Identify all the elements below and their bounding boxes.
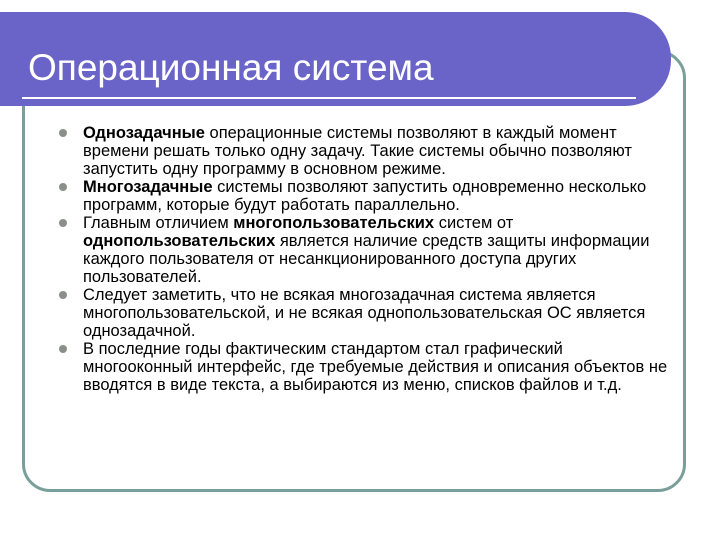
bullet-dot-icon (59, 183, 67, 191)
bullet-dot-icon (59, 291, 67, 299)
title-bar (0, 12, 671, 106)
bullet-bold-term: однопользовательских (83, 232, 276, 250)
slide-title: Операционная система (28, 47, 434, 88)
bullet-item (59, 340, 675, 394)
bullet-dot-icon (59, 129, 67, 137)
bullet-text: систем от (434, 214, 514, 232)
title-divider (22, 97, 636, 99)
bullet-dot-icon (59, 219, 67, 227)
bullet-item (59, 214, 675, 286)
bullet-text: операционные системы позволяют в каждый момент времени решать только одну задачу. Такие системы обычно позволяют запустить одну программу в основном режиме. (83, 124, 632, 178)
bullet-text: является наличие средств защиты информации каждого пользователя от несанкционированного доступа других пользователей. (83, 232, 650, 286)
bullet-bold-term: многопользовательских (233, 214, 435, 232)
bullet-item (59, 124, 675, 178)
bullet-item (59, 178, 675, 214)
bullet-bold-term: Многозадачные (83, 178, 213, 196)
bullet-item (59, 286, 675, 340)
bullet-text: В последние годы фактическим стандартом стал графический многооконный интерфейс, где требуемые действия и описания объектов не вводятся в виде текста, а выбираются из меню, списков файлов и т.д. (83, 340, 668, 394)
bullet-bold-term: Однозадачные (83, 124, 205, 142)
bullet-list (59, 124, 675, 394)
bullet-text: Следует заметить, что не всякая многозадачная система является многопользовательской, и не всякая однопользовательская ОС является однозадачной. (83, 286, 646, 340)
bullet-dot-icon (59, 345, 67, 353)
bullet-text: системы позволяют запустить одновременно несколько программ, которые будут работать параллельно. (83, 178, 647, 214)
bullet-text: Главным отличием (83, 214, 234, 232)
